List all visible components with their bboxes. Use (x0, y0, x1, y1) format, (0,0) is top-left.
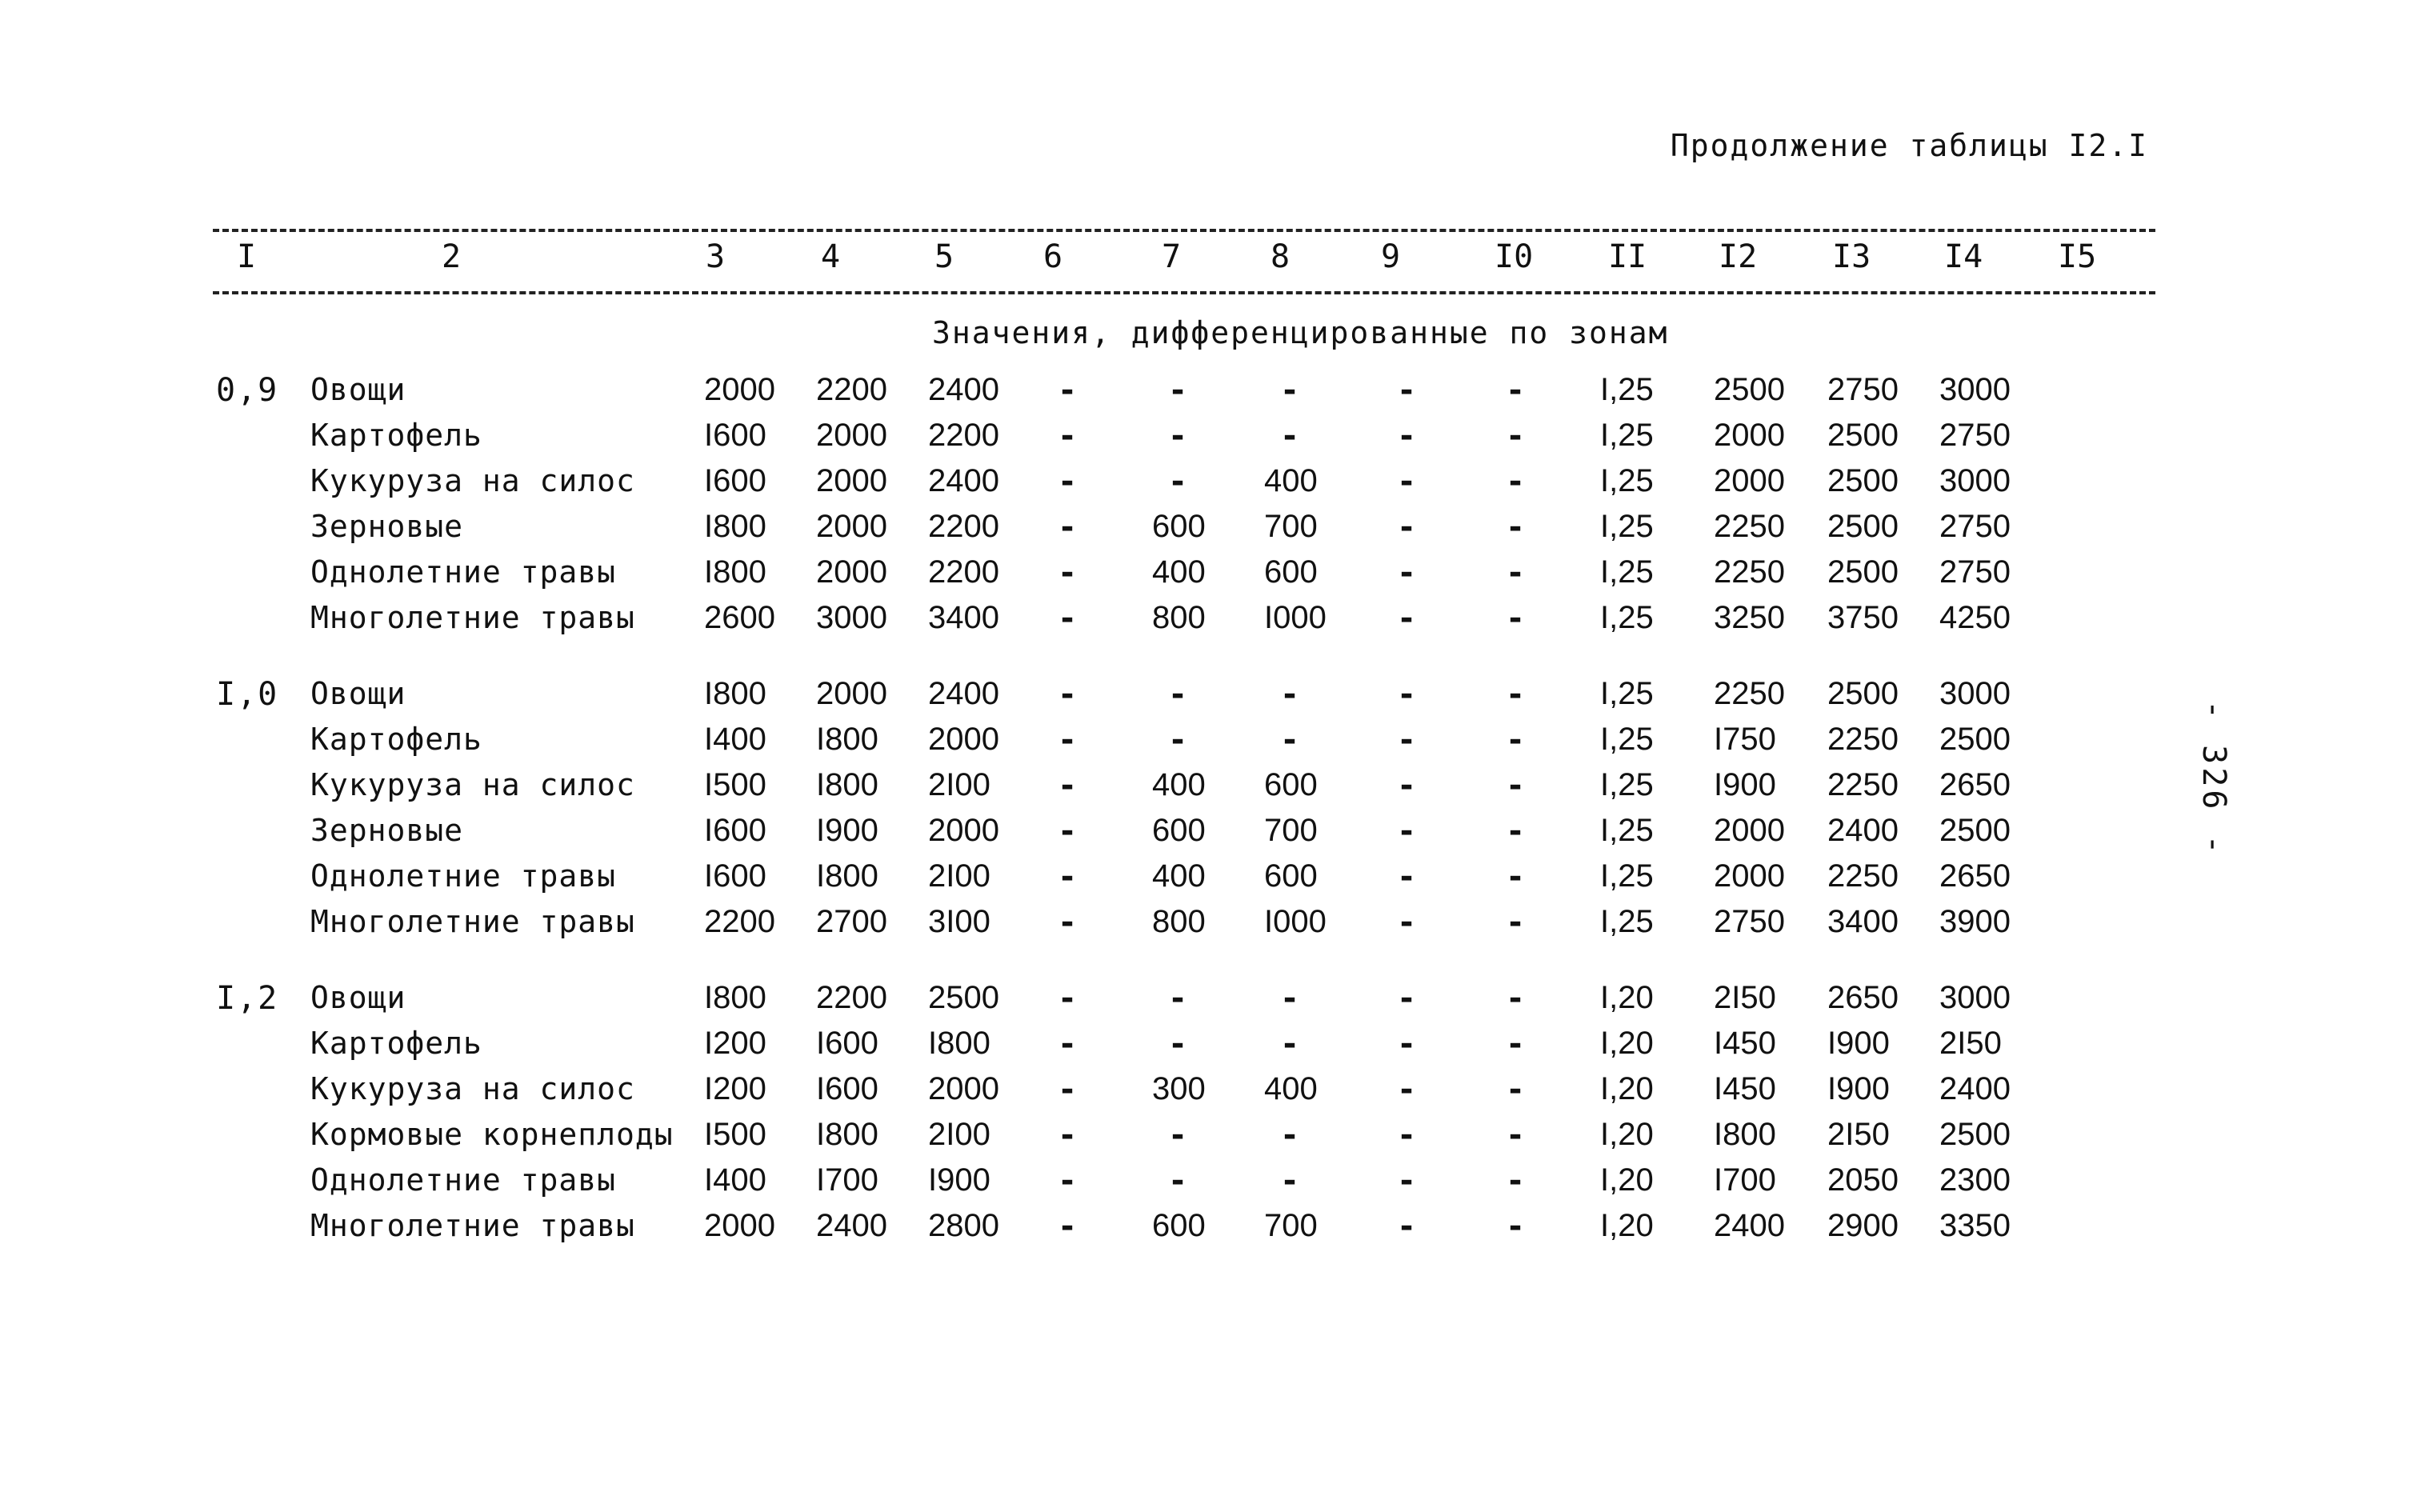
table-row (0, 767, 2409, 813)
table-cell: 2200 (928, 418, 999, 453)
column-number: I0 (1495, 238, 1534, 275)
section-header: Значения, дифференцированные по зонам (932, 315, 1669, 350)
table-cell: 400 (1264, 463, 1318, 498)
table-cell: 3000 (1939, 676, 2011, 711)
table-cell: 2500 (1714, 372, 1785, 407)
table-cell: I500 (704, 1117, 766, 1152)
table-cell: - (1397, 676, 1417, 713)
table-cell: - (1397, 858, 1417, 895)
table-cell: - (1280, 1117, 1300, 1154)
table-row (0, 676, 2409, 722)
table-cell: I,25 (1600, 676, 1654, 711)
coefficient-block (0, 980, 2409, 1254)
header-bottom-rule (213, 291, 2155, 294)
table-cell: 2000 (816, 463, 887, 498)
table-cell: 3350 (1939, 1208, 2011, 1243)
table-cell: 800 (1152, 600, 1206, 635)
table-cell: I800 (1714, 1117, 1776, 1152)
table-cell: - (1506, 600, 1526, 637)
table-cell: - (1506, 767, 1526, 804)
table-cell: - (1168, 1117, 1188, 1154)
table-cell: 3000 (1939, 980, 2011, 1015)
table-cell: - (1397, 767, 1417, 804)
table-cell: 2750 (1714, 904, 1785, 939)
column-number: I2 (1719, 238, 1758, 275)
table-cell: 3900 (1939, 904, 2011, 939)
table-cell: I800 (704, 676, 766, 711)
table-cell: - (1280, 1162, 1300, 1199)
table-cell: - (1397, 1208, 1417, 1245)
table-cell: I450 (1714, 1071, 1776, 1106)
table-cell: 2400 (1939, 1071, 2011, 1106)
table-cell: I,20 (1600, 980, 1654, 1015)
table-cell: I,25 (1600, 372, 1654, 407)
table-cell: - (1058, 980, 1078, 1017)
coefficient-block (0, 372, 2409, 646)
column-number-row (0, 238, 2409, 283)
table-cell: 600 (1264, 554, 1318, 590)
table-cell: I,25 (1600, 767, 1654, 802)
table-cell: 2250 (1714, 554, 1785, 590)
table-cell: 2000 (704, 1208, 775, 1243)
table-row (0, 509, 2409, 554)
table-cell: - (1397, 980, 1417, 1017)
table-cell: 3250 (1714, 600, 1785, 635)
table-cell: I800 (816, 1117, 878, 1152)
table-cell: 2700 (816, 904, 887, 939)
table-cell: 2000 (1714, 858, 1785, 894)
column-number: 7 (1162, 238, 1182, 275)
table-cell: - (1506, 1208, 1526, 1245)
table-cell: I,25 (1600, 509, 1654, 544)
table-cell: - (1397, 1071, 1417, 1108)
table-cell: 300 (1152, 1071, 1206, 1106)
crop-name: Овощи (310, 372, 406, 407)
table-cell: - (1506, 980, 1526, 1017)
table-cell: - (1397, 1117, 1417, 1154)
table-cell: - (1280, 418, 1300, 454)
table-cell: I750 (1714, 722, 1776, 757)
crop-name: Кукуруза на силос (310, 1071, 635, 1106)
table-cell: I,25 (1600, 463, 1654, 498)
table-row (0, 554, 2409, 600)
table-cell: 2900 (1827, 1208, 1899, 1243)
table-cell: - (1168, 1026, 1188, 1062)
table-cell: 2050 (1827, 1162, 1899, 1198)
crop-name: Однолетние травы (310, 1162, 617, 1198)
table-cell: - (1506, 1026, 1526, 1062)
table-cell: I,20 (1600, 1071, 1654, 1106)
table-cell: 2400 (1827, 813, 1899, 848)
table-cell: I700 (1714, 1162, 1776, 1198)
table-cell: 2500 (1827, 554, 1899, 590)
table-cell: - (1168, 1162, 1188, 1199)
table-cell: 2000 (928, 813, 999, 848)
table-cell: - (1506, 676, 1526, 713)
coefficient-label: I,0 (216, 676, 279, 713)
table-cell: I,20 (1600, 1208, 1654, 1243)
table-cell: - (1397, 722, 1417, 758)
crop-name: Кормовые корнеплоды (310, 1117, 674, 1152)
table-cell: 600 (1152, 509, 1206, 544)
table-cell: 2I00 (928, 767, 990, 802)
column-number: I3 (1832, 238, 1871, 275)
table-cell: 2650 (1827, 980, 1899, 1015)
table-cell: 2500 (1939, 1117, 2011, 1152)
table-cell: 2200 (816, 980, 887, 1015)
table-cell: - (1168, 722, 1188, 758)
table-cell: I900 (928, 1162, 990, 1198)
table-cell: 2000 (704, 372, 775, 407)
table-cell: 2200 (816, 372, 887, 407)
table-cell: 2I00 (928, 858, 990, 894)
crop-name: Однолетние травы (310, 554, 617, 590)
table-cell: 600 (1264, 767, 1318, 802)
table-cell: - (1397, 904, 1417, 941)
table-cell: I800 (816, 858, 878, 894)
table-cell: I600 (816, 1026, 878, 1061)
table-cell: - (1397, 554, 1417, 591)
table-cell: - (1168, 372, 1188, 409)
table-cell: 2I50 (1714, 980, 1776, 1015)
table-cell: I400 (704, 1162, 766, 1198)
table-cell: 2300 (1939, 1162, 2011, 1198)
table-cell: - (1280, 980, 1300, 1017)
table-cell: I,20 (1600, 1117, 1654, 1152)
coefficient-label: I,2 (216, 980, 279, 1017)
coefficient-block (0, 676, 2409, 950)
table-cell: 2600 (704, 600, 775, 635)
crop-name: Зерновые (310, 813, 464, 848)
table-cell: - (1058, 418, 1078, 454)
table-cell: - (1506, 904, 1526, 941)
table-cell: - (1280, 372, 1300, 409)
table-cell: I400 (704, 722, 766, 757)
crop-name: Однолетние травы (310, 858, 617, 894)
table-cell: 400 (1152, 858, 1206, 894)
table-cell: 400 (1152, 767, 1206, 802)
table-cell: 2250 (1827, 722, 1899, 757)
table-cell: 2500 (928, 980, 999, 1015)
table-cell: - (1058, 676, 1078, 713)
table-cell: I000 (1264, 904, 1327, 939)
column-number: 6 (1043, 238, 1063, 275)
table-cell: I800 (928, 1026, 990, 1061)
crop-name: Многолетние травы (310, 1208, 635, 1243)
column-number: II (1608, 238, 1647, 275)
table-cell: - (1397, 600, 1417, 637)
table-cell: I600 (704, 813, 766, 848)
crop-name: Картофель (310, 722, 482, 757)
table-cell: 2400 (816, 1208, 887, 1243)
table-cell: - (1058, 1026, 1078, 1062)
table-cell: - (1506, 554, 1526, 591)
crop-name: Многолетние травы (310, 904, 635, 939)
table-cell: - (1397, 418, 1417, 454)
crop-name: Овощи (310, 676, 406, 711)
table-cell: I,25 (1600, 858, 1654, 894)
table-cell: - (1058, 600, 1078, 637)
table-cell: 600 (1152, 813, 1206, 848)
table-cell: - (1058, 1162, 1078, 1199)
table-cell: - (1058, 1208, 1078, 1245)
table-cell: 2750 (1939, 418, 2011, 453)
crop-name: Кукуруза на силос (310, 463, 635, 498)
table-cell: 2500 (1939, 813, 2011, 848)
table-cell: I200 (704, 1071, 766, 1106)
table-cell: 2250 (1714, 509, 1785, 544)
table-cell: - (1506, 1117, 1526, 1154)
table-cell: I,20 (1600, 1162, 1654, 1198)
table-cell: - (1058, 1117, 1078, 1154)
table-cell: - (1506, 418, 1526, 454)
table-row (0, 372, 2409, 418)
table-cell: - (1058, 767, 1078, 804)
table-cell: 2200 (928, 509, 999, 544)
table-cell: - (1058, 904, 1078, 941)
table-cell: - (1168, 418, 1188, 454)
table-cell: - (1506, 463, 1526, 500)
table-cell: 3000 (816, 600, 887, 635)
table-cell: - (1506, 813, 1526, 850)
table-cell: 2650 (1939, 858, 2011, 894)
table-cell: I,25 (1600, 722, 1654, 757)
table-cell: 2750 (1827, 372, 1899, 407)
table-cell: - (1280, 722, 1300, 758)
crop-name: Картофель (310, 1026, 482, 1061)
table-cell: I800 (816, 722, 878, 757)
crop-name: Кукуруза на силос (310, 767, 635, 802)
table-cell: 3000 (1939, 372, 2011, 407)
table-cell: 2400 (928, 463, 999, 498)
table-cell: 2650 (1939, 767, 2011, 802)
table-cell: I600 (704, 418, 766, 453)
table-cell: 2250 (1827, 767, 1899, 802)
table-cell: - (1397, 1026, 1417, 1062)
table-cell: 2I00 (928, 1117, 990, 1152)
table-cell: - (1058, 813, 1078, 850)
page-number: - 326 - (2195, 700, 2232, 858)
table-cell: I800 (816, 767, 878, 802)
table-cell: - (1168, 463, 1188, 500)
table-cell: 2I50 (1939, 1026, 2002, 1061)
crop-name: Овощи (310, 980, 406, 1015)
table-cell: 2200 (704, 904, 775, 939)
column-number: 5 (934, 238, 954, 275)
table-cell: 800 (1152, 904, 1206, 939)
table-cell: I200 (704, 1026, 766, 1061)
table-cell: I800 (704, 980, 766, 1015)
table-cell: 3750 (1827, 600, 1899, 635)
column-number: I (237, 238, 257, 275)
table-cell: I900 (1827, 1026, 1890, 1061)
table-cell: I800 (704, 554, 766, 590)
table-cell: - (1058, 722, 1078, 758)
table-cell: I600 (816, 1071, 878, 1106)
table-cell: - (1506, 509, 1526, 546)
table-row (0, 1026, 2409, 1071)
column-number: I4 (1944, 238, 1983, 275)
column-number: I5 (2058, 238, 2097, 275)
table-cell: 2400 (1714, 1208, 1785, 1243)
table-caption: Продолжение таблицы I2.I (1670, 128, 2148, 163)
table-cell: - (1397, 509, 1417, 546)
table-cell: - (1506, 372, 1526, 409)
table-cell: I900 (1714, 767, 1776, 802)
column-number: 4 (821, 238, 841, 275)
table-cell: 2000 (928, 1071, 999, 1106)
table-cell: - (1058, 1071, 1078, 1108)
table-cell: - (1058, 554, 1078, 591)
table-cell: 4250 (1939, 600, 2011, 635)
table-cell: 3400 (928, 600, 999, 635)
table-cell: 600 (1152, 1208, 1206, 1243)
table-cell: I,25 (1600, 904, 1654, 939)
table-cell: - (1397, 813, 1417, 850)
table-cell: I600 (704, 463, 766, 498)
table-row (0, 858, 2409, 904)
table-cell: 700 (1264, 1208, 1318, 1243)
table-cell: 2800 (928, 1208, 999, 1243)
table-cell: - (1058, 372, 1078, 409)
table-cell: 2500 (1827, 509, 1899, 544)
column-number: 9 (1381, 238, 1401, 275)
table-cell: - (1168, 980, 1188, 1017)
table-cell: 2200 (928, 554, 999, 590)
table-row (0, 418, 2409, 463)
table-cell: 3400 (1827, 904, 1899, 939)
table-cell: 2000 (816, 554, 887, 590)
table-cell: - (1280, 1026, 1300, 1062)
table-cell: 2000 (816, 418, 887, 453)
table-cell: I,20 (1600, 1026, 1654, 1061)
table-cell: 2500 (1827, 676, 1899, 711)
table-row (0, 600, 2409, 646)
table-cell: 400 (1152, 554, 1206, 590)
table-cell: - (1506, 1071, 1526, 1108)
table-cell: - (1506, 858, 1526, 895)
header-top-rule (213, 229, 2155, 232)
table-cell: 2000 (928, 722, 999, 757)
table-row (0, 722, 2409, 767)
table-cell: I,25 (1600, 554, 1654, 590)
table-cell: - (1058, 463, 1078, 500)
table-cell: 700 (1264, 813, 1318, 848)
coefficient-label: 0,9 (216, 372, 279, 409)
table-row (0, 1162, 2409, 1208)
table-cell: I800 (704, 509, 766, 544)
table-cell: - (1506, 1162, 1526, 1199)
table-cell: - (1280, 676, 1300, 713)
table-cell: - (1168, 676, 1188, 713)
table-cell: 2250 (1714, 676, 1785, 711)
table-row (0, 463, 2409, 509)
table-cell: 2250 (1827, 858, 1899, 894)
table-cell: 2000 (1714, 418, 1785, 453)
table-cell: - (1397, 372, 1417, 409)
table-cell: 2000 (1714, 463, 1785, 498)
table-cell: 3I00 (928, 904, 990, 939)
table-cell: 2750 (1939, 554, 2011, 590)
table-cell: I900 (1827, 1071, 1890, 1106)
table-cell: 2000 (1714, 813, 1785, 848)
table-cell: I450 (1714, 1026, 1776, 1061)
table-cell: 400 (1264, 1071, 1318, 1106)
table-cell: - (1506, 722, 1526, 758)
crop-name: Картофель (310, 418, 482, 453)
table-cell: 2400 (928, 676, 999, 711)
table-cell: I900 (816, 813, 878, 848)
table-cell: - (1058, 858, 1078, 895)
table-cell: 2500 (1827, 418, 1899, 453)
table-row (0, 1071, 2409, 1117)
table-cell: 2000 (816, 509, 887, 544)
table-cell: 2000 (816, 676, 887, 711)
table-cell: 2400 (928, 372, 999, 407)
table-cell: - (1397, 463, 1417, 500)
table-cell: - (1058, 509, 1078, 546)
table-row (0, 1208, 2409, 1254)
crop-name: Зерновые (310, 509, 464, 544)
crop-name: Многолетние травы (310, 600, 635, 635)
column-number: 8 (1271, 238, 1291, 275)
table-cell: I500 (704, 767, 766, 802)
table-row (0, 980, 2409, 1026)
table-cell: 600 (1264, 858, 1318, 894)
table-cell: I600 (704, 858, 766, 894)
table-cell: I,25 (1600, 813, 1654, 848)
table-cell: 2500 (1939, 722, 2011, 757)
table-cell: I700 (816, 1162, 878, 1198)
table-cell: 700 (1264, 509, 1318, 544)
table-cell: I,25 (1600, 600, 1654, 635)
column-number: 3 (706, 238, 726, 275)
table-cell: 3000 (1939, 463, 2011, 498)
table-row (0, 1117, 2409, 1162)
table-cell: 2I50 (1827, 1117, 1890, 1152)
table-cell: I,25 (1600, 418, 1654, 453)
table-cell: 2500 (1827, 463, 1899, 498)
column-number: 2 (442, 238, 462, 275)
table-cell: 2750 (1939, 509, 2011, 544)
table-row (0, 904, 2409, 950)
table-cell: - (1397, 1162, 1417, 1199)
table-row (0, 813, 2409, 858)
table-cell: I000 (1264, 600, 1327, 635)
